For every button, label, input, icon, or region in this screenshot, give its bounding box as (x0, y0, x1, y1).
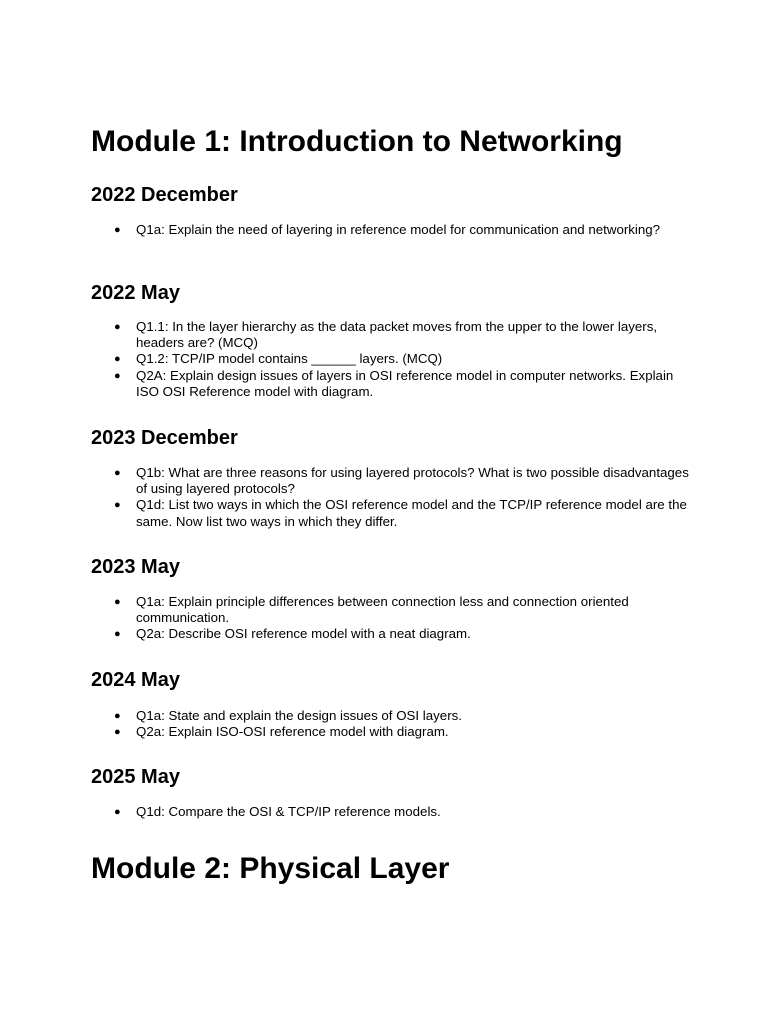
question-list-2023-december (91, 465, 691, 530)
bullet-icon: ● (114, 628, 121, 641)
bullet-icon: ● (114, 596, 121, 608)
question-text: Q2A: Explain design issues of layers in OSI reference model in computer networks. Explain ISO OSI Reference model with diagram. (136, 367, 674, 399)
question-text: Q2a: Describe OSI reference model with a neat diagram. (136, 626, 471, 642)
list-item (91, 626, 691, 642)
question-text: Q1a: Explain principle differences between connection less and connection oriented communication. (136, 594, 629, 626)
bullet-icon: ● (114, 353, 121, 366)
question-list-2023-may (91, 594, 691, 643)
question-text: Q1.1: In the layer hierarchy as the data packet moves from the upper to the lower layers, headers are? (MCQ) (136, 319, 658, 351)
question-text: Q1d: List two ways in which the OSI reference model and the TCP/IP reference model are the same. Now list two ways in which they differ. (136, 497, 687, 529)
bullet-icon: ● (114, 224, 121, 236)
section-heading-2024-may: 2024 May (91, 669, 180, 691)
question-text: Q2a: Explain ISO-OSI reference model with diagram. (136, 724, 449, 740)
list-item (91, 465, 691, 497)
section-heading-2022-december: 2022 December (91, 184, 238, 206)
bullet-icon: ● (114, 710, 121, 722)
question-list-2024-may (91, 708, 691, 740)
question-list-2025-may (91, 804, 691, 820)
list-item (91, 319, 691, 351)
bullet-icon: ● (114, 321, 121, 333)
question-text: Q1.2: TCP/IP model contains ______ layers. (MCQ) (136, 351, 443, 367)
question-list-2022-may (91, 319, 691, 400)
question-list-2022-december (91, 222, 691, 238)
question-text: Q1a: State and explain the design issues of OSI layers. (136, 708, 462, 723)
list-item (91, 351, 691, 367)
list-item (91, 724, 691, 740)
question-text: Q1a: Explain the need of layering in reference model for communication and networking? (136, 222, 661, 237)
section-heading-2023-december: 2023 December (91, 427, 238, 449)
section-heading-2022-may: 2022 May (91, 282, 180, 304)
list-item (91, 368, 691, 400)
question-text: Q1d: Compare the OSI & TCP/IP reference models. (136, 804, 441, 819)
list-item (91, 708, 691, 724)
bullet-icon: ● (114, 726, 121, 739)
section-heading-2025-may: 2025 May (91, 766, 180, 788)
section-heading-2023-may: 2023 May (91, 556, 180, 578)
bullet-icon: ● (114, 499, 121, 512)
list-item (91, 497, 691, 529)
bullet-icon: ● (114, 369, 121, 382)
bullet-icon: ● (114, 467, 121, 479)
module-1-title: Module 1: Introduction to Networking (91, 125, 623, 158)
list-item (91, 594, 691, 626)
question-text: Q1b: What are three reasons for using layered protocols? What is two possible disadvantages of using layered protocols? (136, 465, 689, 497)
list-item (91, 222, 691, 238)
module-2-title: Module 2: Physical Layer (91, 852, 450, 885)
bullet-icon: ● (114, 806, 121, 818)
list-item (91, 804, 691, 820)
